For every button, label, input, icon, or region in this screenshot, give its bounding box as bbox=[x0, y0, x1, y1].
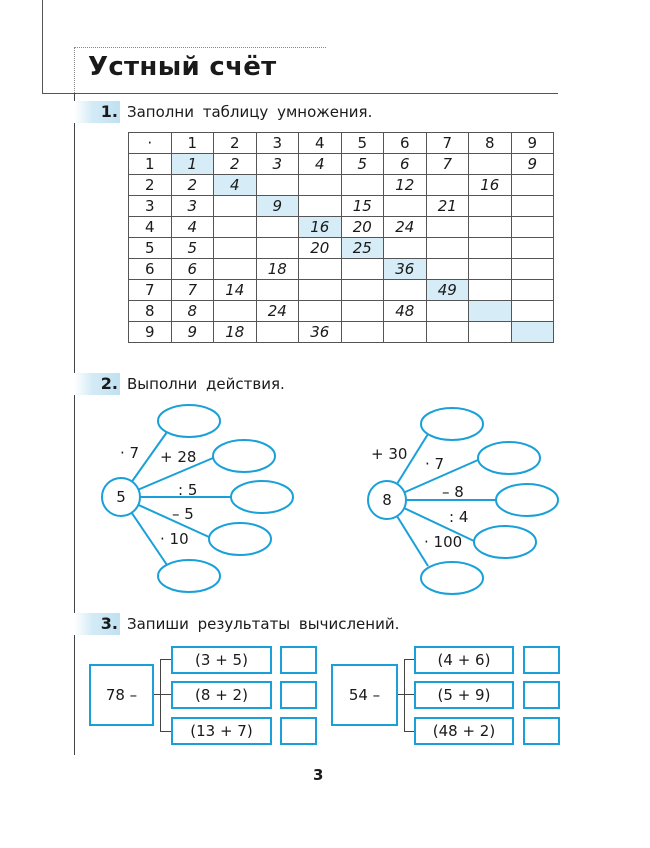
task-3-number: 3. bbox=[74, 613, 120, 635]
diagram-1-answer-1 bbox=[158, 405, 220, 437]
table-header-cell: 8 bbox=[469, 133, 512, 154]
table-row-header: 2 bbox=[129, 175, 172, 196]
task-3-group-1-answer-3[interactable] bbox=[280, 717, 317, 745]
table-cell: 4 bbox=[214, 175, 257, 196]
table-header-cell: 5 bbox=[341, 133, 384, 154]
table-cell: 18 bbox=[256, 259, 299, 280]
table-row-header: 8 bbox=[129, 301, 172, 322]
task-3-group-2-expr-3: (48 + 2) bbox=[414, 717, 514, 745]
diagram-1-answer-2 bbox=[213, 440, 275, 472]
table-cell: 48 bbox=[384, 301, 427, 322]
task-1-text: Заполни таблицу умножения. bbox=[127, 103, 373, 121]
table-cell: 9 bbox=[511, 154, 554, 175]
diagram-1-op-4: – 5 bbox=[172, 505, 194, 523]
table-cell: 3 bbox=[256, 154, 299, 175]
task-3-group-1-expr-3: (13 + 7) bbox=[171, 717, 272, 745]
table-cell: 5 bbox=[341, 154, 384, 175]
table-cell: 24 bbox=[384, 217, 427, 238]
task-3-group-1-expr-2: (8 + 2) bbox=[171, 681, 272, 709]
task-3-text: Запиши результаты вычислений. bbox=[127, 615, 400, 633]
diagram-2-answer-3 bbox=[496, 484, 558, 516]
diagram-2-op-2: · 7 bbox=[425, 455, 445, 473]
task-3-group-2-answer-3[interactable] bbox=[523, 717, 560, 745]
table-header-cell: 6 bbox=[384, 133, 427, 154]
table-cell: 2 bbox=[214, 154, 257, 175]
bracket-tick bbox=[404, 659, 414, 660]
table-cell: 8 bbox=[171, 301, 214, 322]
diagram-1-op-5: · 10 bbox=[160, 530, 189, 548]
table-header-cell: 2 bbox=[214, 133, 257, 154]
diagram-1-answer-3 bbox=[231, 481, 293, 513]
task-3-group-1-answer-1[interactable] bbox=[280, 646, 317, 674]
diagram-2-op-4: : 4 bbox=[449, 508, 469, 526]
table-cell: 18 bbox=[214, 322, 257, 343]
table-header-cell: 3 bbox=[256, 133, 299, 154]
table-row-header: 4 bbox=[129, 217, 172, 238]
table-row-header: 6 bbox=[129, 259, 172, 280]
bracket-tick bbox=[404, 694, 414, 695]
diagram-2-op-1: + 30 bbox=[371, 445, 408, 463]
table-cell: 7 bbox=[171, 280, 214, 301]
table-cell: 12 bbox=[384, 175, 427, 196]
task-3-group-2-answer-1[interactable] bbox=[523, 646, 560, 674]
table-cell: 6 bbox=[384, 154, 427, 175]
task-3-group-2-expr-2: (5 + 9) bbox=[414, 681, 514, 709]
table-header-cell: 7 bbox=[426, 133, 469, 154]
diagram-1-op-3: : 5 bbox=[178, 481, 198, 499]
table-corner: · bbox=[129, 133, 172, 154]
table-cell: 36 bbox=[299, 322, 342, 343]
diagram-1-answer-5 bbox=[158, 560, 220, 592]
table-cell: 36 bbox=[384, 259, 427, 280]
table-cell: 20 bbox=[341, 217, 384, 238]
table-header-cell: 9 bbox=[511, 133, 554, 154]
table-cell: 24 bbox=[256, 301, 299, 322]
task-3-group-1-answer-2[interactable] bbox=[280, 681, 317, 709]
task-1-number: 1. bbox=[74, 101, 120, 123]
page-number: 3 bbox=[313, 766, 324, 784]
diagram-2-op-5: · 100 bbox=[424, 533, 463, 551]
diagram-1-op-2: + 28 bbox=[160, 448, 197, 466]
diagram-2-answer-5 bbox=[421, 562, 483, 594]
bracket-line bbox=[160, 659, 161, 731]
bracket-line bbox=[404, 659, 405, 731]
table-cell: 2 bbox=[171, 175, 214, 196]
task-2-text: Выполни действия. bbox=[127, 375, 285, 393]
table-row-header: 7 bbox=[129, 280, 172, 301]
table-cell: 21 bbox=[426, 196, 469, 217]
table-cell: 1 bbox=[171, 154, 214, 175]
table-row-header: 3 bbox=[129, 196, 172, 217]
table-cell: 16 bbox=[469, 175, 512, 196]
table-cell: 7 bbox=[426, 154, 469, 175]
diagram-2-answer-4 bbox=[474, 526, 536, 558]
table-cell: 9 bbox=[256, 196, 299, 217]
table-cell: 5 bbox=[171, 238, 214, 259]
bracket-tick bbox=[160, 694, 171, 695]
table-header-cell: 4 bbox=[299, 133, 342, 154]
table-cell: 4 bbox=[171, 217, 214, 238]
table-cell: 15 bbox=[341, 196, 384, 217]
bracket-tick bbox=[160, 659, 171, 660]
task-3-group-1-expr-1: (3 + 5) bbox=[171, 646, 272, 674]
diagram-2-answer-2 bbox=[478, 442, 540, 474]
table-row-header: 5 bbox=[129, 238, 172, 259]
diagram-2-answer-1 bbox=[421, 408, 483, 440]
table-cell: 49 bbox=[426, 280, 469, 301]
table-cell: 16 bbox=[299, 217, 342, 238]
diagram-1-center-value: 5 bbox=[116, 488, 126, 506]
diagram-1-op-1: · 7 bbox=[120, 444, 140, 462]
bracket-tick bbox=[160, 731, 171, 732]
diagram-1-answer-4 bbox=[209, 523, 271, 555]
table-cell: 20 bbox=[299, 238, 342, 259]
table-row-header: 1 bbox=[129, 154, 172, 175]
table-cell: 4 bbox=[299, 154, 342, 175]
table-header-cell: 1 bbox=[171, 133, 214, 154]
task-3-group-2-minuend: 54 – bbox=[331, 664, 398, 726]
page-title: Устный счёт bbox=[88, 52, 277, 82]
table-row-header: 9 bbox=[129, 322, 172, 343]
task-3-group-2-answer-2[interactable] bbox=[523, 681, 560, 709]
table-cell: 3 bbox=[171, 196, 214, 217]
task-3-group-2-expr-1: (4 + 6) bbox=[414, 646, 514, 674]
task-3-group-1-minuend: 78 – bbox=[89, 664, 154, 726]
task-2-number: 2. bbox=[74, 373, 120, 395]
table-cell: 14 bbox=[214, 280, 257, 301]
diagram-2-op-3: – 8 bbox=[442, 483, 464, 501]
bracket-tick bbox=[404, 731, 414, 732]
diagram-2-center-value: 8 bbox=[382, 491, 392, 509]
table-cell: 6 bbox=[171, 259, 214, 280]
table-cell: 9 bbox=[171, 322, 214, 343]
table-cell: 25 bbox=[341, 238, 384, 259]
